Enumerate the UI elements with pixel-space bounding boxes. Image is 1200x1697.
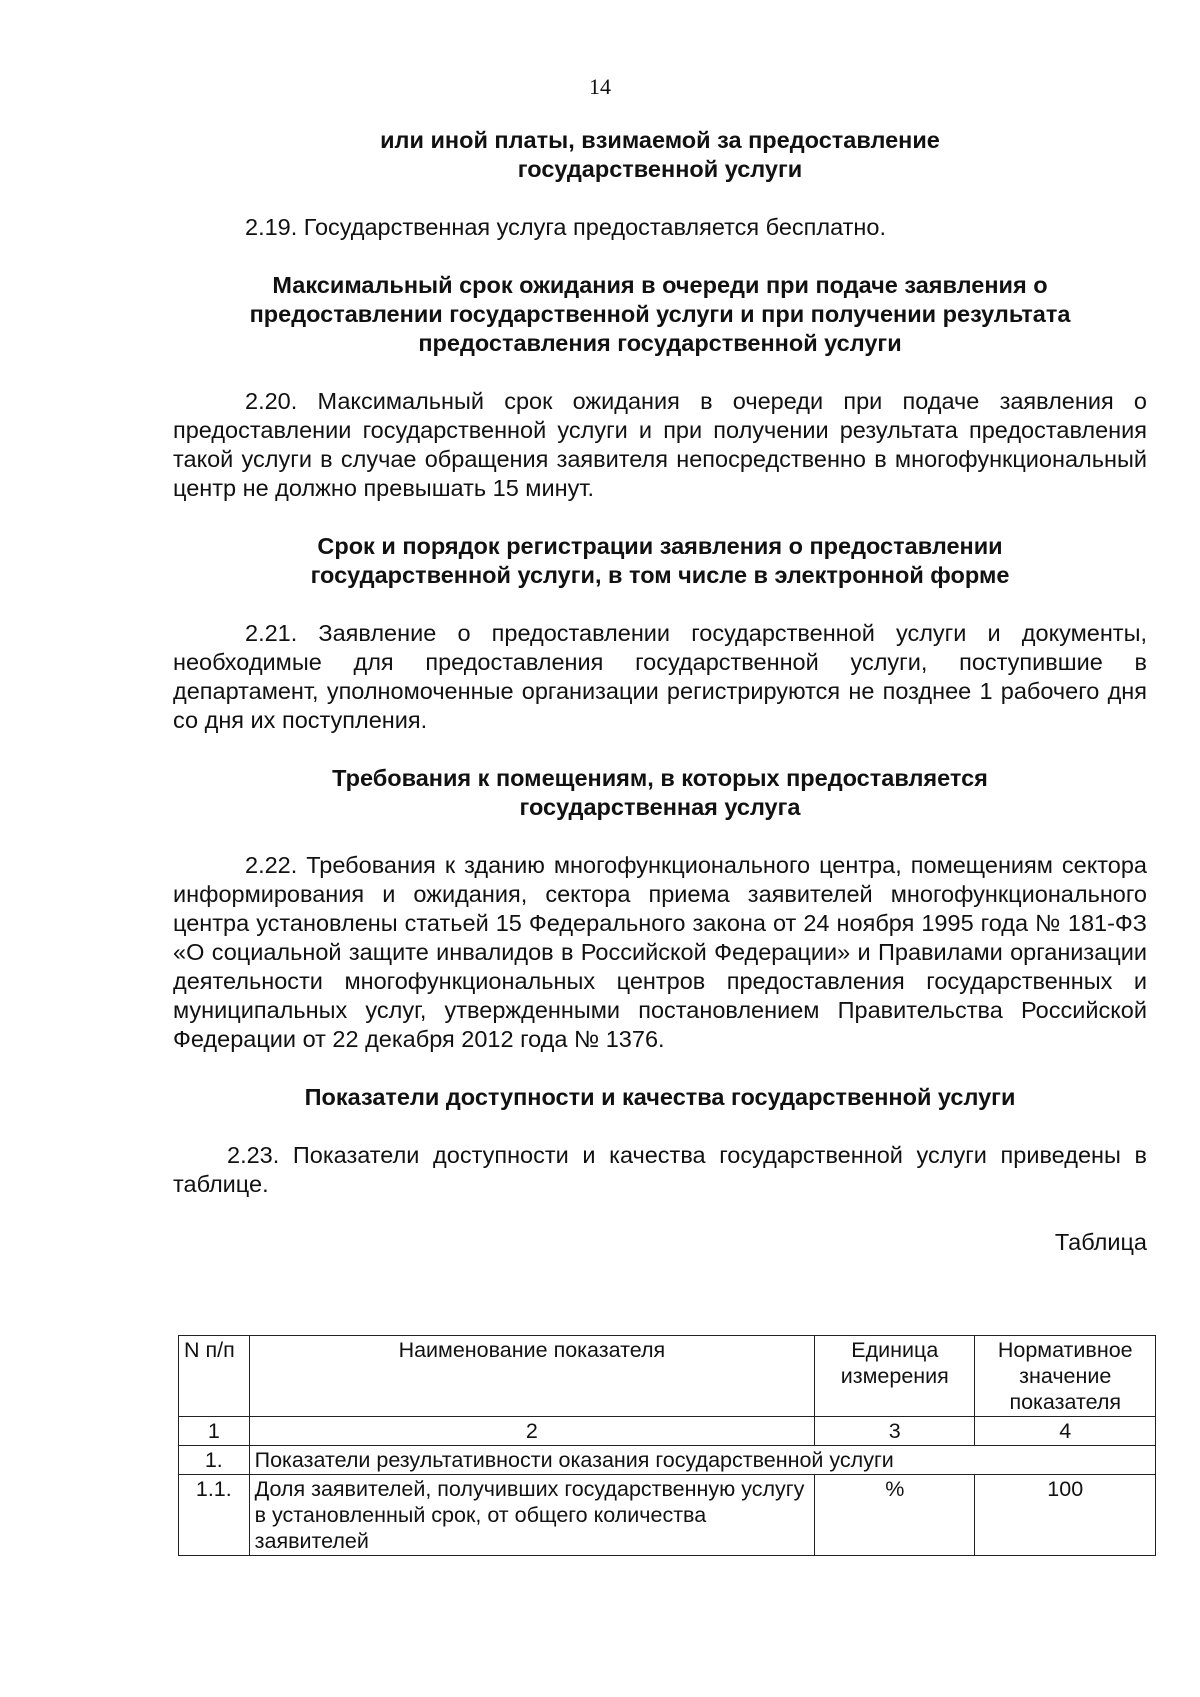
heading-queue-line-1: Максимальный срок ожидания в очереди при подаче заявления о (272, 272, 1048, 298)
paragraph-2-19: 2.19. Государственная услуга предоставляется бесплатно. (245, 214, 886, 240)
heading-fee-line-2: государственной услуги (517, 156, 803, 182)
table-row (179, 1475, 1156, 1556)
row-number: 1.1. (179, 1475, 250, 1556)
header-value: Нормативное значение показателя (975, 1336, 1156, 1417)
table-section-row (179, 1446, 1156, 1475)
header-name: Наименование показателя (249, 1336, 814, 1417)
header-number: N п/п (179, 1336, 250, 1417)
heading-queue (173, 271, 1147, 358)
row-value: 100 (975, 1475, 1156, 1556)
heading-indicators: Показатели доступности и качества государственной услуги (304, 1084, 1016, 1110)
numbering-cell: 1 (179, 1417, 250, 1446)
heading-queue-line-3: предоставления государственной услуги (418, 330, 902, 356)
paragraph-2-21: 2.21. Заявление о предоставлении государственной услуги и документы, необходимые для предоставления государственной услуги, поступившие в департамент, уполномоченные организации регистрируются не позднее 1 рабочего дня со дня их поступления. (173, 620, 1147, 733)
table-numbering-row (179, 1417, 1156, 1446)
numbering-cell: 4 (975, 1417, 1156, 1446)
row-name: Доля заявителей, получивших государственную услугу в установленный срок, от общего количества заявителей (249, 1475, 814, 1556)
heading-premises-line-2: государственная услуга (519, 794, 801, 820)
heading-registration-line-2: государственной услуги, в том числе в электронной форме (310, 562, 1010, 588)
row-unit: % (815, 1475, 975, 1556)
heading-queue-line-2: предоставлении государственной услуги и при получении результата (249, 301, 1071, 327)
document-body (173, 126, 1147, 1257)
heading-fee (173, 126, 1147, 184)
paragraph-2-20: 2.20. Максимальный срок ожидания в очереди при подаче заявления о предоставлении государственной услуги и при получении результата предоставления такой услуги в случае обращения заявителя непосредственно в многофункциональный центр не должно превышать 15 минут. (173, 388, 1147, 501)
header-unit: Единица измерения (815, 1336, 975, 1417)
page-number: 14 (589, 74, 611, 99)
section-number: 1. (179, 1446, 250, 1475)
table-header-row (179, 1336, 1156, 1417)
paragraph-2-23: 2.23. Показатели доступности и качества государственной услуги приведены в таблице. (173, 1142, 1147, 1197)
indicators-table (178, 1335, 1156, 1556)
numbering-cell: 3 (815, 1417, 975, 1446)
heading-registration-line-1: Срок и порядок регистрации заявления о предоставлении (317, 533, 1003, 559)
paragraph-2-22: 2.22. Требования к зданию многофункционального центра, помещениям сектора информирования и ожидания, сектора приема заявителей многофункционального центра установлены статьей 15 Федерального закона от 24 ноября 1995 года № 181-ФЗ «О социальной защите инвалидов в Российской Федерации» и Правилами организации деятельности многофункциональных центров предоставления государственных и муниципальных услуг, утвержденными постановлением Правительства Российской Федерации от 22 декабря 2012 года № 1376. (173, 852, 1147, 1052)
heading-registration (173, 532, 1147, 590)
numbering-cell: 2 (249, 1417, 814, 1446)
heading-fee-line-1: или иной платы, взимаемой за предоставление (380, 127, 940, 153)
table-caption: Таблица (1054, 1229, 1147, 1255)
heading-premises-line-1: Требования к помещениям, в которых предоставляется (332, 765, 988, 791)
heading-premises (173, 764, 1147, 822)
section-label: Показатели результативности оказания государственной услуги (249, 1446, 1155, 1475)
